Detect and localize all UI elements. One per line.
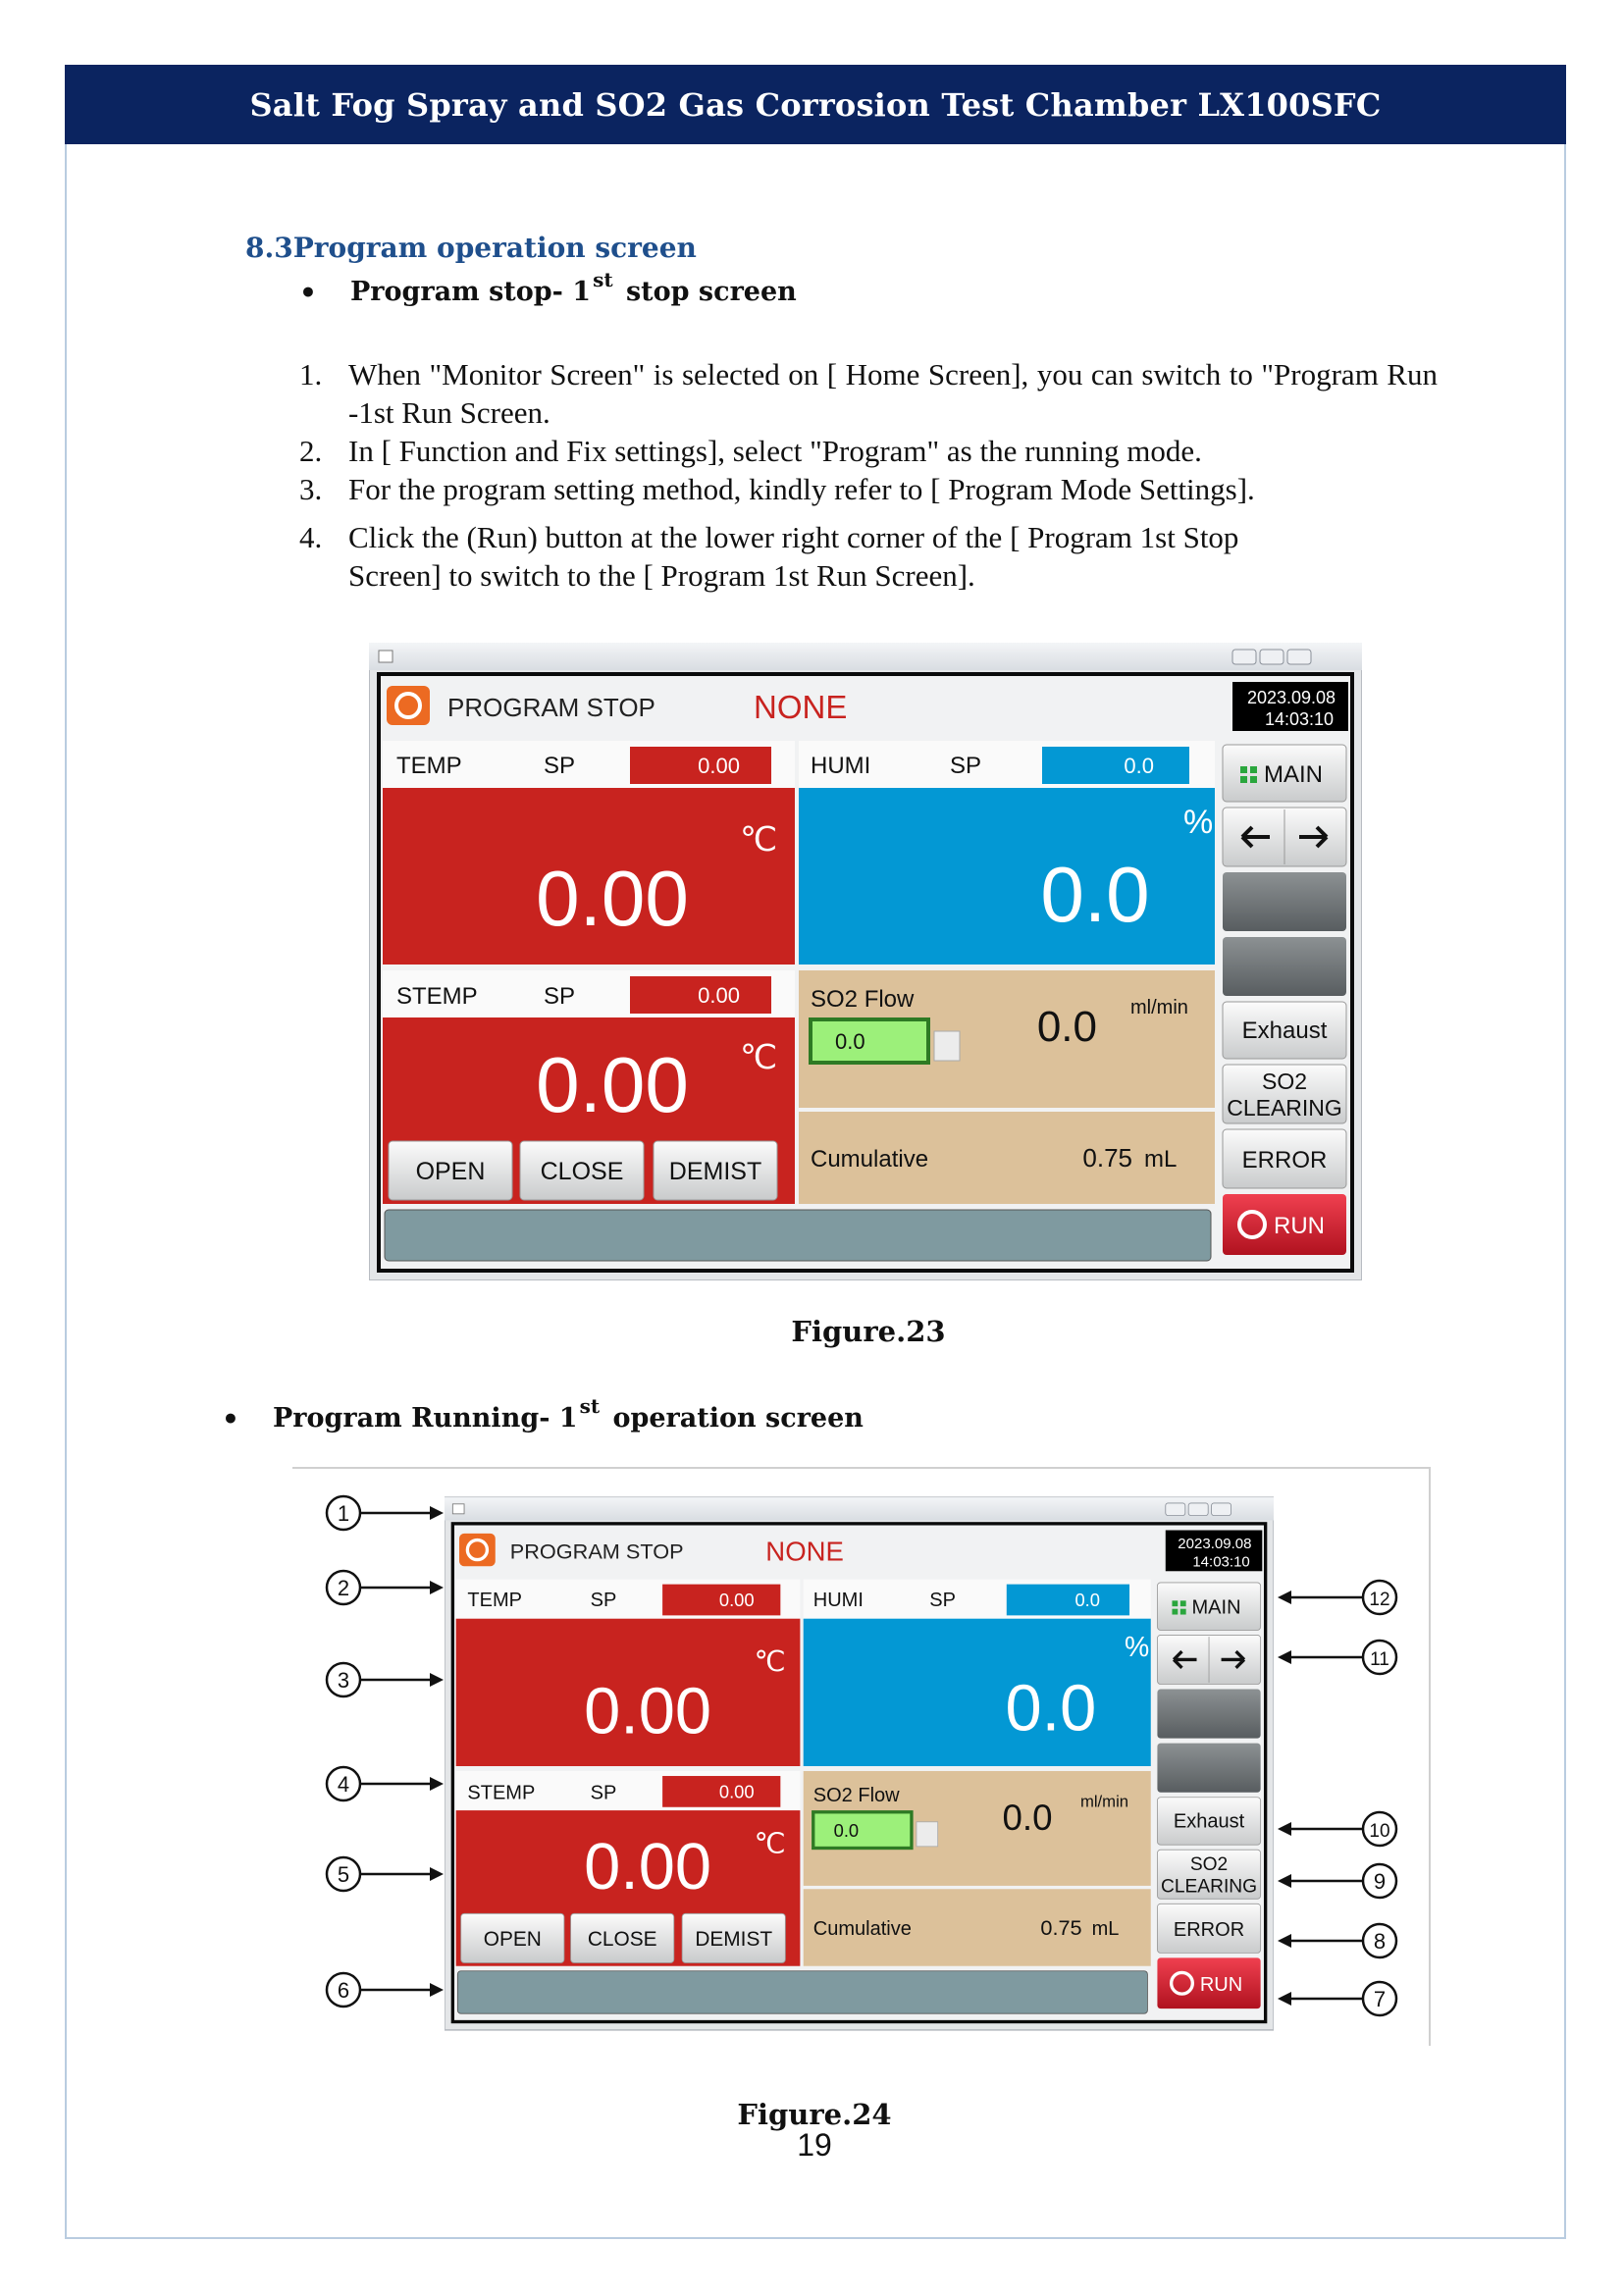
time-display: 14:03:10 — [1264, 709, 1335, 729]
callout-number: 3 — [337, 1668, 350, 1693]
main-button-label[interactable]: MAIN — [1191, 1596, 1241, 1619]
stemp-unit: ℃ — [740, 1039, 778, 1076]
demist-button-label[interactable]: DEMIST — [668, 1158, 762, 1185]
open-button-label[interactable]: OPEN — [415, 1158, 486, 1185]
date-display: 2023.09.08 — [1246, 688, 1336, 707]
humi-sp-label: SP — [950, 753, 982, 779]
close-button-label[interactable]: CLOSE — [540, 1158, 624, 1185]
page-number: 19 — [797, 2127, 832, 2163]
date-display: 2023.09.08 — [1178, 1535, 1252, 1552]
main-button-label[interactable]: MAIN — [1264, 761, 1323, 788]
temp-value: 0.00 — [536, 855, 689, 942]
arrow-head-icon — [1278, 1934, 1291, 1948]
step-item: 4. Click the (Run) button at the lower right corner of the [ Program 1st Stop Screen] to switch to the [ Program 1st Run Screen]. — [299, 520, 1239, 593]
bullet-program-running: • Program Running- 1 $^{st}$ operation screen — [222, 1394, 864, 1435]
stemp-label: STEMP — [396, 983, 478, 1010]
stemp-sp-label: SP — [590, 1782, 617, 1804]
status-label: PROGRAM STOP — [447, 693, 655, 722]
callout-number: 11 — [1370, 1649, 1389, 1670]
callout-number: 1 — [337, 1501, 350, 1526]
section-heading — [245, 232, 697, 264]
close-icon[interactable] — [1287, 650, 1311, 664]
so2-flow-value: 0.0 — [1036, 1003, 1097, 1051]
step-item: 2. In [ Function and Fix settings], select "Program" as the running mode. — [299, 434, 1202, 468]
arrow-head-icon — [430, 1506, 444, 1520]
so2-clearing-line2[interactable]: CLEARING — [1160, 1876, 1258, 1898]
bullet-program-stop: • Program stop- 1 $^{st}$ stop screen — [299, 268, 797, 309]
open-button-label[interactable]: OPEN — [483, 1927, 542, 1951]
temp-sp-label: SP — [544, 753, 576, 779]
cumulative-unit: mL — [1091, 1918, 1120, 1941]
grid-icon — [1240, 776, 1247, 783]
maximize-icon[interactable] — [1260, 650, 1283, 664]
so2-input-scroll[interactable] — [934, 1031, 960, 1061]
figure-23-caption: Figure.23 — [791, 1315, 946, 1348]
run-button-label[interactable]: RUN — [1274, 1213, 1325, 1239]
arrow-head-icon — [1278, 1650, 1291, 1664]
humi-sp-value[interactable]: 0.0 — [1124, 754, 1154, 778]
callout-number: 2 — [337, 1576, 350, 1600]
figure-24-callouts — [314, 1472, 1433, 2041]
status-label: PROGRAM STOP — [509, 1539, 684, 1564]
cumulative-unit: mL — [1144, 1146, 1178, 1173]
humi-label: HUMI — [811, 753, 871, 779]
stemp-sp-label: SP — [544, 983, 576, 1010]
error-button-label[interactable]: ERROR — [1241, 1147, 1328, 1174]
close-button-label[interactable]: CLOSE — [587, 1927, 657, 1951]
arrow-head-icon — [1278, 1591, 1291, 1604]
grid-icon — [1250, 776, 1257, 783]
temp-sp-value[interactable]: 0.00 — [698, 754, 740, 778]
temp-label: TEMP — [396, 753, 462, 779]
section-number: 8.3 — [245, 232, 293, 264]
grid-icon — [1240, 766, 1247, 773]
so2-input-value[interactable]: 0.0 — [833, 1819, 860, 1841]
step-item: 3. For the program setting method, kindly refer to [ Program Mode Settings]. — [299, 472, 1255, 506]
humi-value: 0.0 — [1005, 1672, 1097, 1746]
cumulative-label: Cumulative — [812, 1918, 912, 1941]
humi-value: 0.0 — [1040, 851, 1150, 938]
stemp-value: 0.00 — [536, 1041, 689, 1128]
temp-sp-value[interactable]: 0.00 — [718, 1590, 755, 1611]
bullet-icon: • — [299, 277, 317, 309]
figure-23-screenshot — [369, 643, 1362, 1280]
temp-unit: ℃ — [754, 1646, 786, 1679]
stemp-unit: ℃ — [754, 1828, 786, 1860]
so2-input-value[interactable]: 0.0 — [835, 1029, 865, 1054]
grid-icon — [1250, 766, 1257, 773]
so2-flow-label: SO2 Flow — [811, 986, 915, 1013]
callout-number: 7 — [1373, 1987, 1387, 2011]
humi-sp-field[interactable] — [1042, 747, 1189, 784]
callout-number: 6 — [337, 1978, 350, 2003]
humi-sp-value[interactable]: 0.0 — [1074, 1590, 1100, 1611]
arrow-head-icon — [430, 1777, 444, 1791]
program-name: NONE — [754, 689, 848, 725]
cumulative-label: Cumulative — [811, 1146, 929, 1173]
error-button-label[interactable]: ERROR — [1173, 1918, 1245, 1941]
so2-flow-value: 0.0 — [1002, 1798, 1053, 1839]
run-button-label[interactable]: RUN — [1199, 1973, 1243, 1996]
blank-button-2[interactable] — [1223, 937, 1346, 996]
arrow-head-icon — [1278, 1822, 1291, 1836]
figure-24-caption: Figure.24 — [737, 2098, 892, 2131]
humi-label: HUMI — [812, 1590, 864, 1612]
document-header: Salt Fog Spray and SO2 Gas Corrosion Test Chamber LX100SFC — [65, 65, 1566, 144]
callout-number: 8 — [1373, 1929, 1387, 1954]
stemp-sp-value[interactable]: 0.00 — [698, 983, 740, 1008]
arrow-head-icon — [430, 1673, 444, 1687]
program-name: NONE — [765, 1536, 844, 1567]
time-display: 14:03:10 — [1192, 1553, 1250, 1571]
section-title: Program operation screen — [292, 232, 697, 264]
cumulative-value: 0.75 — [1040, 1915, 1082, 1941]
humi-unit: % — [1125, 1632, 1150, 1664]
app-icon — [379, 651, 393, 662]
callout-number: 12 — [1369, 1590, 1390, 1610]
cumulative-value: 0.75 — [1082, 1143, 1132, 1173]
arrow-head-icon — [430, 1581, 444, 1594]
callout-number: 9 — [1373, 1869, 1387, 1894]
temp-sp-label: SP — [590, 1590, 617, 1612]
so2-clearing-line1[interactable]: SO2 — [1261, 1069, 1308, 1094]
so2-clearing-line2[interactable]: CLEARING — [1227, 1095, 1342, 1121]
control-panel-screen — [369, 643, 1362, 1280]
callout-number: 4 — [337, 1772, 350, 1797]
callout-number: 10 — [1369, 1821, 1390, 1842]
temp-label: TEMP — [467, 1590, 522, 1612]
humi-display — [799, 788, 1215, 965]
exhaust-button-label[interactable]: Exhaust — [1173, 1810, 1245, 1833]
so2-flow-unit: ml/min — [1130, 997, 1188, 1018]
arrow-head-icon — [430, 1983, 444, 1997]
message-bar — [385, 1210, 1211, 1261]
temp-unit: ℃ — [740, 821, 778, 859]
demist-button-label[interactable]: DEMIST — [695, 1927, 773, 1951]
callout-number: 5 — [337, 1862, 350, 1887]
stemp-label: STEMP — [467, 1782, 536, 1804]
step-item: 1. When "Monitor Screen" is selected on [ Home Screen], you can switch to "Program Run -1st Run Screen. — [299, 357, 1438, 430]
humi-unit: % — [1183, 804, 1214, 841]
minimize-icon[interactable] — [1232, 650, 1256, 664]
so2-flow-unit: ml/min — [1079, 1792, 1129, 1811]
so2-flow-input[interactable] — [812, 1021, 926, 1061]
stemp-sp-value[interactable]: 0.00 — [718, 1781, 755, 1802]
exhaust-button-label[interactable]: Exhaust — [1241, 1017, 1328, 1044]
bullet-icon: • — [222, 1403, 239, 1435]
arrow-head-icon — [1278, 1874, 1291, 1888]
blank-button-1[interactable] — [1223, 872, 1346, 931]
so2-clearing-line1[interactable]: SO2 — [1189, 1854, 1229, 1876]
temp-value: 0.00 — [584, 1675, 712, 1748]
arrow-head-icon — [1278, 1992, 1291, 2006]
humi-sp-label: SP — [929, 1590, 957, 1612]
arrow-head-icon — [430, 1867, 444, 1881]
window-titlebar — [369, 643, 1362, 670]
so2-flow-label: SO2 Flow — [812, 1784, 900, 1806]
stemp-value: 0.00 — [584, 1831, 712, 1904]
steps-list — [299, 355, 1438, 595]
